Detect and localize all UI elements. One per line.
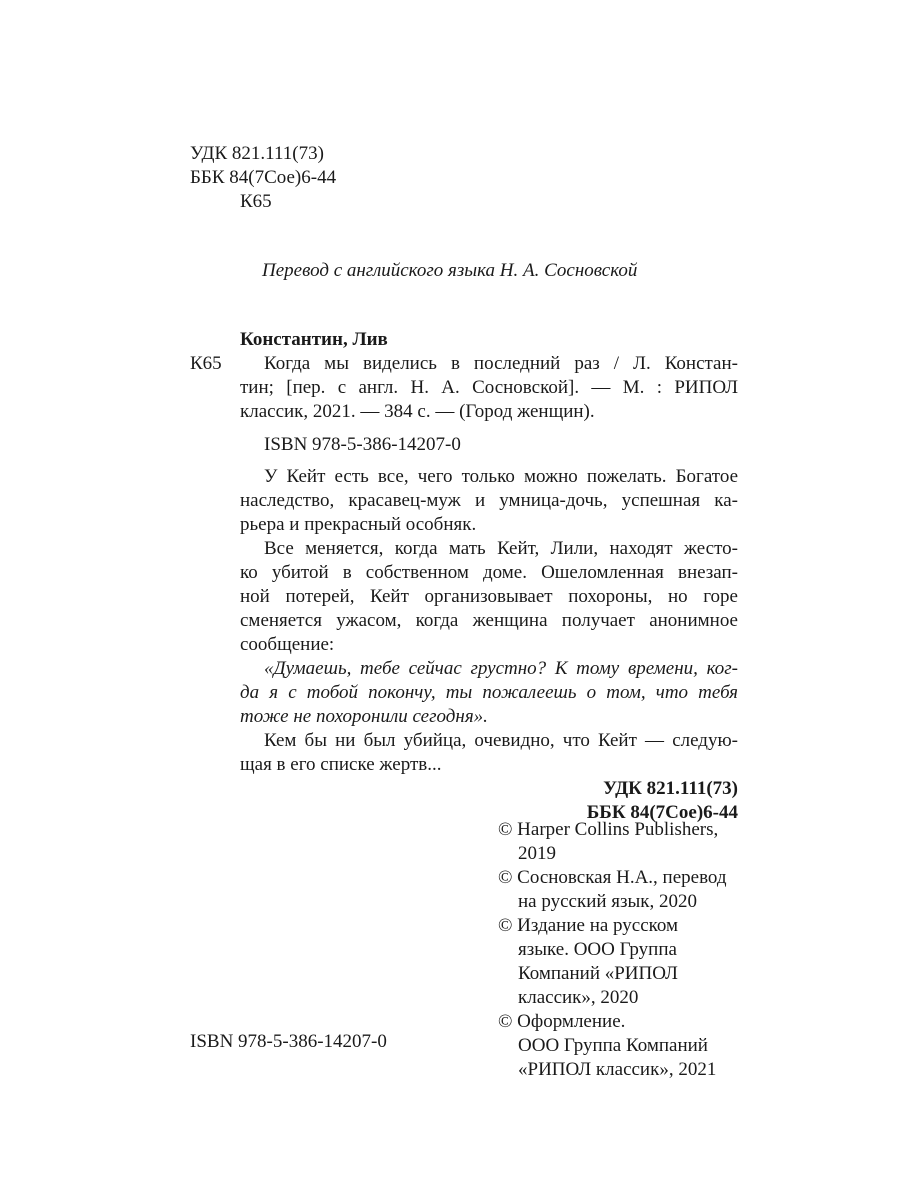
copyright-line: классик», 2020 <box>518 987 639 1008</box>
annotation-line: Кем бы ни был убийца, очевидно, что Кейт — следую- <box>264 730 738 751</box>
annotation-quote-line: тоже не похоронили сегодня». <box>240 706 488 727</box>
annotation-udk: УДК 821.111(73) <box>603 778 738 799</box>
annotation-bbk: ББК 84(7Сое)6-44 <box>586 802 738 823</box>
copyright-line: на русский язык, 2020 <box>518 891 698 912</box>
annotation-line: щая в его списке жертв... <box>240 754 442 775</box>
record-mark: К65 <box>190 353 222 374</box>
copyright-line: Компаний «РИПОЛ <box>518 963 678 984</box>
copyright-line: ООО Группа Компаний <box>518 1035 708 1056</box>
record-title-line: классик, 2021. — 384 с. — (Город женщин). <box>240 401 595 422</box>
record-isbn: ISBN 978-5-386-14207-0 <box>264 434 461 455</box>
translation-note: Перевод с английского языка Н. А. Сосновской <box>262 260 638 281</box>
annotation-line: сообщение: <box>240 634 335 655</box>
annotation-quote-line: «Думаешь, тебе сейчас грустно? К тому времени, ког- <box>264 658 738 679</box>
annotation-line: ной потерей, Кейт организовывает похороны, но горе <box>240 586 738 607</box>
bbk-code: ББК 84(7Сое)6-44 <box>190 167 337 188</box>
record-heading: Константин, Лив <box>240 329 388 350</box>
author-mark: К65 <box>240 191 272 212</box>
annotation-quote-line: да я с тобой покончу, ты пожалеешь о том, что тебя <box>240 682 738 703</box>
annotation-line: сменяется ужасом, когда женщина получает анонимное <box>240 610 738 631</box>
record-title-line: тин; [пер. с англ. Н. А. Сосновской]. — М. : РИПОЛ <box>240 377 738 398</box>
annotation-line: ко убитой в собственном доме. Ошеломленная внезап- <box>240 562 738 583</box>
annotation-line: наследство, красавец-муж и умница-дочь, успешная ка- <box>240 490 738 511</box>
udk-code: УДК 821.111(73) <box>190 143 324 164</box>
copyright-line: © Harper Collins Publishers, <box>498 819 719 840</box>
footer-isbn: ISBN 978-5-386-14207-0 <box>190 1031 387 1052</box>
annotation-line: рьера и прекрасный особняк. <box>240 514 477 535</box>
copyright-line: языке. ООО Группа <box>518 939 677 960</box>
copyright-line: © Сосновская Н.А., перевод <box>498 867 727 888</box>
copyright-line: © Издание на русском <box>498 915 679 936</box>
annotation-line: У Кейт есть все, чего только можно пожелать. Богатое <box>264 466 738 487</box>
copyright-line: © Оформление. <box>498 1011 626 1032</box>
record-title-line: Когда мы виделись в последний раз / Л. Констан- <box>264 353 738 374</box>
copyright-line: «РИПОЛ классик», 2021 <box>518 1059 717 1080</box>
annotation-line: Все меняется, когда мать Кейт, Лили, находят жесто- <box>264 538 738 559</box>
copyright-line: 2019 <box>518 843 556 864</box>
